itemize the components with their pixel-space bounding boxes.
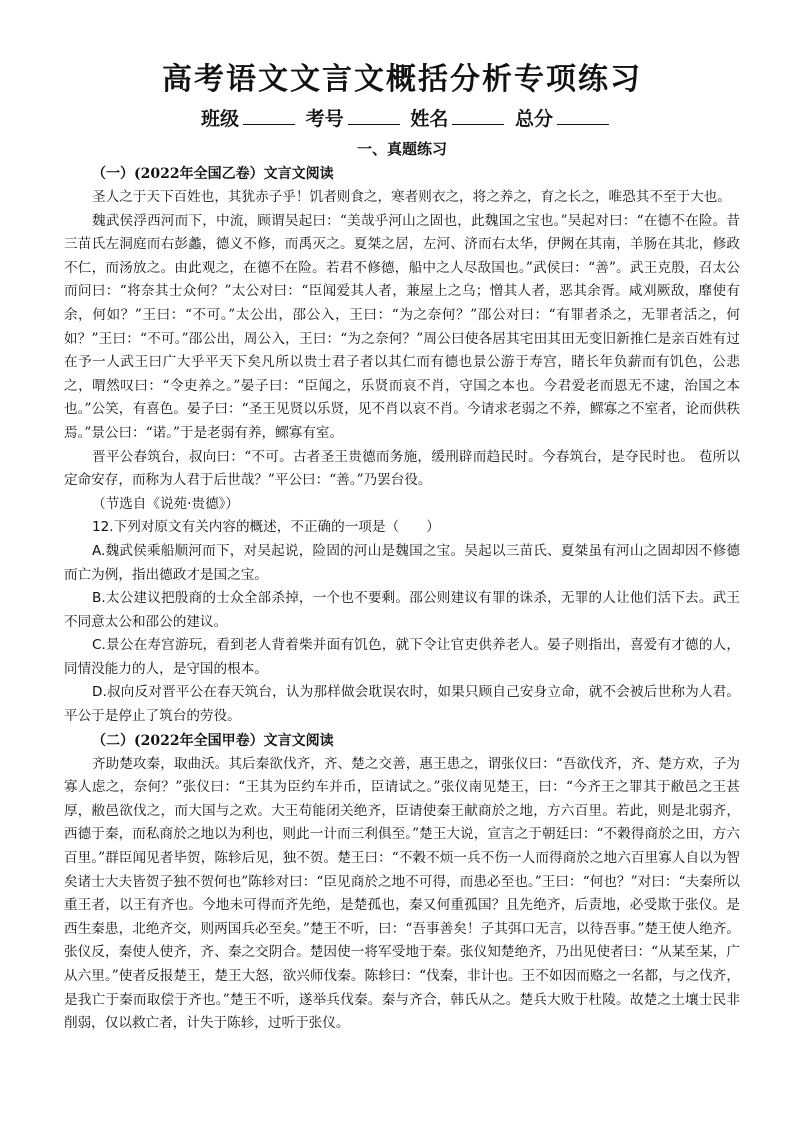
exam-no-label: 考号: [305, 108, 344, 130]
part1-paragraph-1: 圣人之于天下百姓也，其犹赤子乎！饥者则食之，寒者则衣之，将之养之，育之长之，唯恐其不至于大也。: [92, 189, 731, 205]
option-c[interactable]: C.景公在寿宫游玩，看到老人背着柴并面有饥色，就下令让官吏供养老人。晏子则指出，喜爱有才德的人，同情没能力的人，是守国的根本。: [64, 637, 740, 677]
option-d[interactable]: D.叔向反对晋平公在春天筑台，认为那样做会耽误农时，如果只顾自己安身立命，就不会被后世称为人君。平公于是停止了筑台的劳役。: [64, 684, 740, 725]
section-heading: 一、真题练习: [356, 140, 447, 158]
exam-no-blank[interactable]: [348, 106, 400, 125]
score-label: 总分: [514, 108, 553, 130]
question-stem: 12.下列对原文有关内容的概述，不正确的一项是（ ）: [92, 519, 440, 536]
name-blank[interactable]: [452, 106, 504, 125]
page-title: 高考语文文言文概括分析专项练习: [162, 62, 642, 97]
part1-paragraph-2: 魏武侯浮西河而下，中流，顾谓吴起曰：“美哉乎河山之固也，此魏国之宝也。”吴起对曰：“在德不在险。昔三苗氏左洞庭而右彭蠡，德义不修，而禹灭之。夏桀之居，左河、济而右太华，伊阙在其南，羊肠在其北，修政不仁，而汤放之。由此观之，在德不在险。若君不修德，船中之人尽敌国也。”武侯曰：“善”。武王克殷，召太公而问曰：“将奈其士众何？”太公对曰：“臣闻爱其人者，兼屋上之乌；憎其人者，恶其余胥。咸刈厥敌，靡使有余，何如？”王曰：“不可。”太公出，邵公入，王曰：“为之奈何？”邵公对曰：“有罪者杀之，无罪者活之，何如？”王曰：“不可。”邵公出，周公入，王曰：“为之奈何？”周公曰使各居其宅田其田无变旧新推仁是亲百姓有过在予一人武王曰广大乎平天下矣凡所以贵士君子者以其仁而有德也景公游于寿宫，睹长年负薪而有饥色，公悲之，喟然叹曰：“令吏养之。”晏子曰：“臣闻之，乐贤而哀不肖，守国之本也。今君爱老而恩无不逮，治国之本也。”公笑，有喜色。晏子曰：“圣王见贤以乐贤，见不肖以哀不肖。今请求老弱之不养，鳏寡之不室者，论而供秩焉。”景公曰：“诺。”于是老弱有养，鳏寡有室。: [64, 212, 740, 441]
name-label: 姓名: [410, 108, 449, 130]
part1-heading: （一）(2022年全国乙卷）文言文阅读: [92, 166, 334, 182]
class-blank[interactable]: [243, 106, 295, 125]
option-a[interactable]: A.魏武侯乘船顺河而下，对吴起说，险固的河山是魏国之宝。吴起以三苗氏、夏桀虽有河山之固却因不修德而亡为例，指出德政才是国之宝。: [64, 542, 740, 583]
part2-heading: （二）(2022年全国甲卷）文言文阅读: [92, 732, 334, 749]
student-info-line: [74, 102, 740, 136]
option-b[interactable]: B.太公建议把殷商的士众全部杀掉，一个也不要剩。邵公则建议有罪的诛杀，无罪的人让他们活下去。武王不同意太公和邵公的建议。: [64, 590, 740, 630]
part1-source: （节选自《说苑·贵德》）: [92, 495, 240, 512]
part2-paragraph-1: 齐助楚攻秦，取曲沃。其后秦欲伐齐，齐、楚之交善，惠王患之，谓张仪曰：“吾欲伐齐，齐、楚方欢，子为寡人虑之，奈何？”张仪曰：“王其为臣约车并币，臣请试之。”张仪南见楚王，曰：“今齐王之罪其于敝邑之王甚厚，敝邑欲伐之，而大国与之欢。大王苟能闭关绝齐，臣请使秦王献商於之地，方六百里。若此，则是北弱齐，西德于秦，而私商於之地以为利也，则此一计而三利俱至。”楚王大说，宣言之于朝廷曰：“不穀得商於之田，方六百里。”群臣闻见者毕贺，陈轸后见，独不贺。楚王曰：“不穀不烦一兵不伤一人而得商於之地六百里寡人自以为智矣诸士大夫皆贺子独不贺何也”陈轸对曰：“臣见商於之地不可得，而患必至也。”王曰：“何也？”对曰：“夫秦所以重王者，以王有齐也。今地未可得而齐先绝，是楚孤也，秦又何重孤国？且先绝齐，后责地，必受欺于张仪。是西生秦患，北绝齐交，则两国兵必至矣。”楚王不听，曰：“吾事善矣！子其弭口无言，以待吾事。”楚王使人绝齐。张仪反，秦使人使齐，齐、秦之交阴合。楚因使一将军受地于秦。张仪知楚绝齐，乃出见使者曰：“从某至某，广从六里。”使者反报楚王，楚王大怒，欲兴师伐秦。陈轸曰：“伐秦，非计也。王不如因而赂之一名都，与之伐齐，是我亡于秦而取偿于齐也。”楚王不听，遂举兵伐秦。秦与齐合，韩氏从之。楚兵大败于杜陵。故楚之土壤士民非削弱，仅以救亡者，计失于陈轸，过听于张仪。: [64, 755, 740, 1032]
class-label: 班级: [201, 108, 240, 130]
part1-paragraph-3: 晋平公春筑台，叔向曰：“不可。古者圣王贵德而务施，缓刑辟而趋民时。今春筑台，是夺民时也。 苞所以定命安存，而称为人君于后世哉？”平公曰：“善。”乃罢台役。: [64, 448, 740, 489]
score-blank[interactable]: [557, 106, 609, 125]
document-page: [64, 58, 740, 1036]
